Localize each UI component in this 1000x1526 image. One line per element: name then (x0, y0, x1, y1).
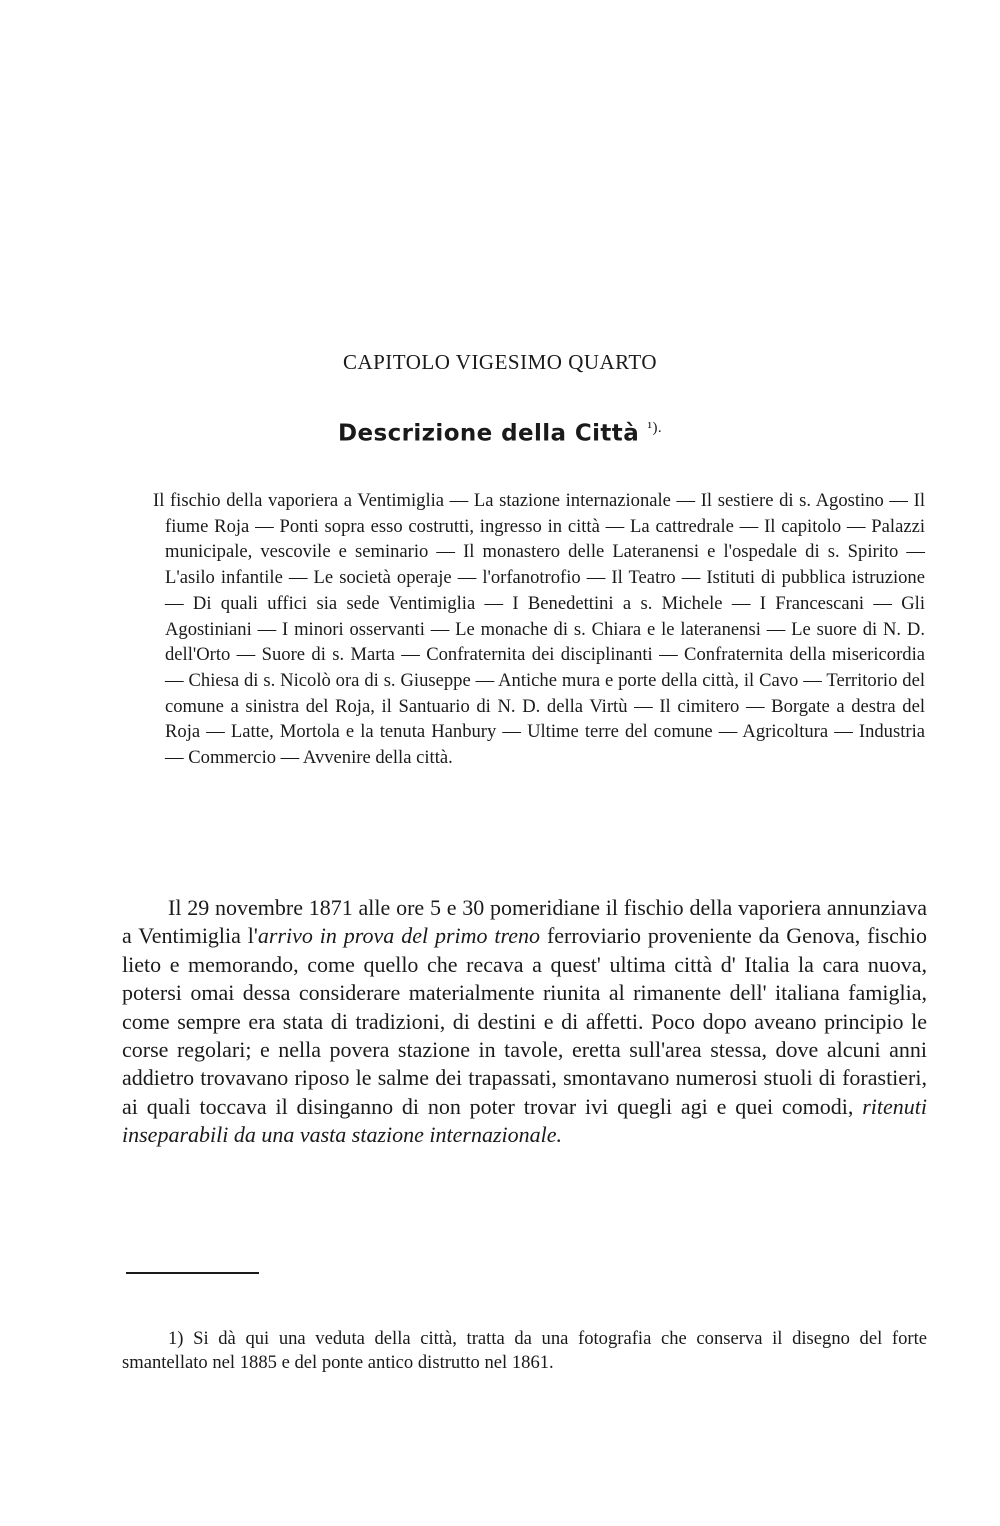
body-text-part-1: Il 29 novembre 1871 alle ore 5 e 30 pomeridiane il fischio della vaporiera annunziava a Ventimiglia l' (122, 895, 927, 949)
footnote-divider (126, 1272, 259, 1274)
chapter-title (0, 420, 1000, 447)
chapter-title-text: Descrizione della Città (338, 420, 640, 447)
chapter-heading: CAPITOLO VIGESIMO QUARTO (342, 350, 658, 374)
footnote: 1) Si dà qui una veduta della città, tratta da una fotografia che conserva il disegno del forte smantellato nel 1885 e del ponte antico distrutto nel 1861. (122, 1328, 927, 1373)
body-italic-2: ritenuti inseparabili da una vasta stazione internazionale. (122, 1093, 927, 1148)
body-italic-1: arrivo in prova del primo treno (257, 923, 541, 949)
body-text-part-2: ferroviario proveniente da Genova, fischio lieto e memorando, come quello che recava a quest' ultima città d' Italia la cara nuova, potersi omai dessa considerare materialmente riunita al rimanente dell' italiana famiglia, come sempre era stata di tradizioni, di destini e di affetti. Poco dopo aveano principio le corse regolari; e nella povera stazione in tavole, eretta sull'area stessa, dove alcuni anni addietro trovavano riposo le salme dei trapassati, smontavano numerosi stuoli di forastieri, ai quali toccava il disinganno di non poter trovar ivi quegli agi e quei comodi, (122, 923, 927, 1119)
chapter-summary (153, 488, 925, 771)
chapter-summary-text: Il fischio della vaporiera a Ventimiglia — La stazione internazionale — Il sestiere di s. Agostino — Il fiume Roja — Ponti sopra esso costrutti, ingresso in città — La cattredrale — Il capitolo — Palazzi municipale, vescovile e seminario — Il monastero delle Lateranensi e l'ospedale di s. Spirito — L'asilo infantile — Le società operaje — l'orfanotrofio — Il Teatro — Istituti di pubblica istruzione — Di quali uffici sia sede Ventimiglia — I Benedettini a s. Michele — I Francescani — Gli Agostiniani — I minori osservanti — Le monache di s. Chiara e le lateranensi — Le suore di N. D. dell'Orto — Suore di s. Marta — Confraternita dei disciplinanti — Confraternita della misericordia — Chiesa di s. Nicolò ora di s. Giuseppe — Antiche mura e porte della città, il Cavo — Territorio del comune a sinistra del Roja, il Santuario di N. D. della Virtù — Il cimitero — Borgate a destra del Roja — Latte, Mortola e la tenuta Hanbury — Ultime terre del comune — Agricoltura — Industria — Commercio — Avvenire della città. (153, 490, 925, 769)
body-paragraph (122, 894, 927, 1150)
footnote-reference: ¹). (647, 420, 662, 436)
